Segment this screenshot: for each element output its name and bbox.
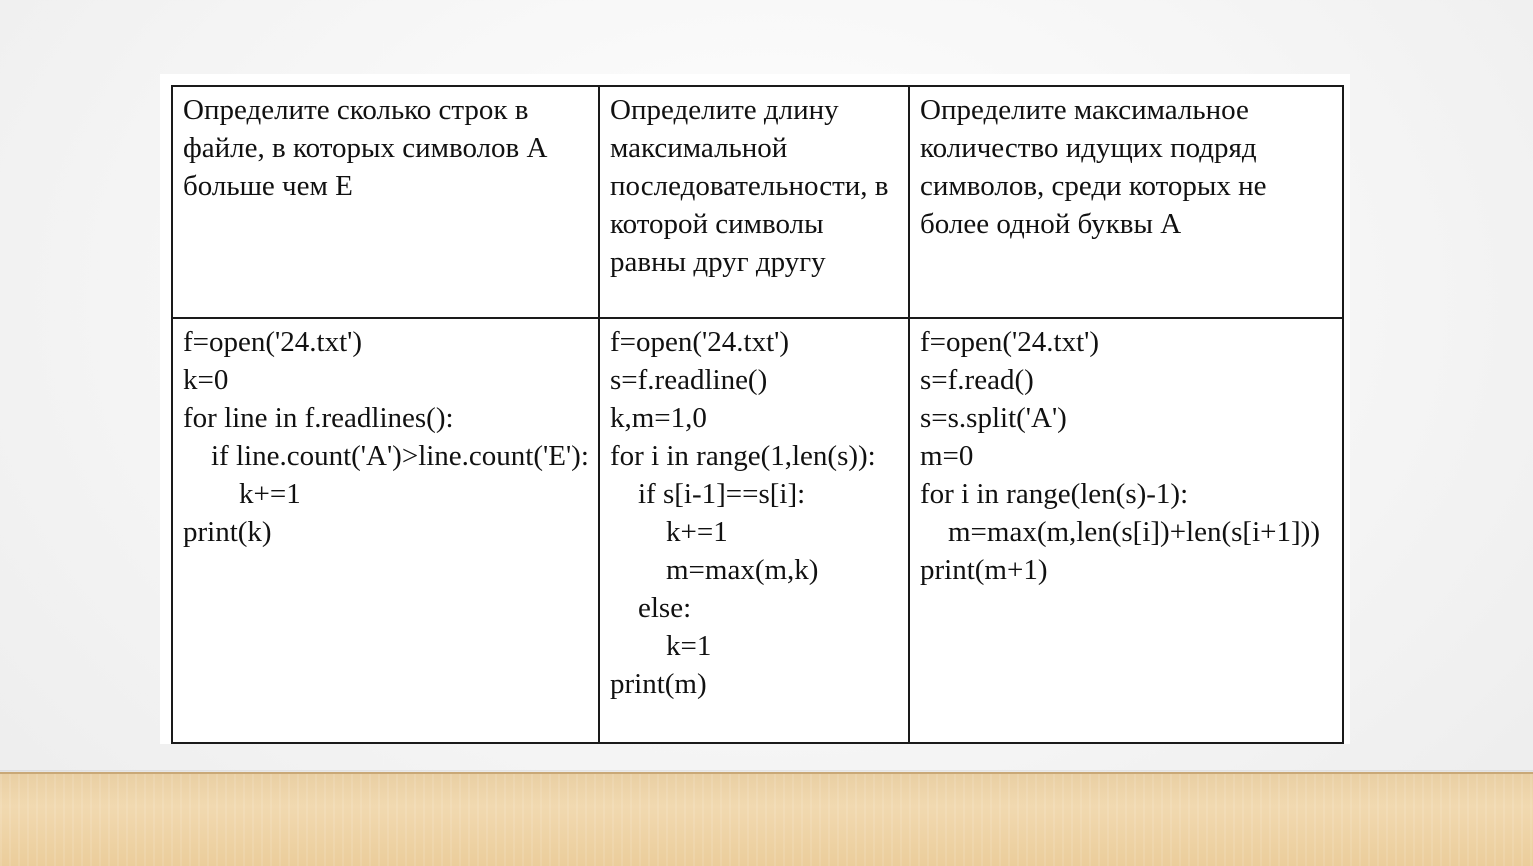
- code-line: s=s.split('A'): [920, 402, 1067, 434]
- task-description-cell-3: [909, 86, 1343, 318]
- code-line: k+=1: [239, 478, 301, 510]
- code-line: for i in range(1,len(s)):: [610, 440, 876, 472]
- code-line: f=open('24.txt'): [183, 326, 363, 358]
- code-line: print(k): [183, 516, 272, 548]
- code-line: for line in f.readlines():: [183, 402, 454, 434]
- code-line: m=max(m,len(s[i])+len(s[i+1])): [948, 516, 1320, 548]
- code-line: f=open('24.txt'): [610, 326, 790, 358]
- code-cell-3: [909, 318, 1343, 743]
- code-line: else:: [638, 592, 692, 624]
- code-line: if line.count('A')>line.count('E'):: [211, 440, 589, 472]
- code-line: k+=1: [666, 516, 728, 548]
- code-cell-2: [599, 318, 909, 743]
- code-cell-1: [172, 318, 599, 743]
- task-description-row: [172, 86, 1343, 318]
- code-line: print(m+1): [920, 554, 1048, 586]
- code-line: f=open('24.txt'): [920, 326, 1100, 358]
- code-line: k,m=1,0: [610, 402, 707, 434]
- code-row: [172, 318, 1343, 743]
- code-line: s=f.read(): [920, 364, 1034, 396]
- code-line: s=f.readline(): [610, 364, 768, 396]
- task-description: Определите максимальное количество идущих подряд символов, среди которых не более одной буквы А: [920, 94, 1267, 240]
- wooden-floor-background: [0, 772, 1533, 866]
- task-description: Определите сколько строк в файле, в которых символов А больше чем Е: [183, 94, 548, 202]
- task-description-cell-1: [172, 86, 599, 318]
- task-description: Определите длину максимальной последовательности, в которой символы равны друг другу: [610, 94, 889, 278]
- code-line: m=max(m,k): [666, 554, 819, 586]
- table-image: [160, 74, 1350, 744]
- code-line: k=1: [666, 630, 712, 662]
- code-line: if s[i-1]==s[i]:: [638, 478, 806, 510]
- code-line: print(m): [610, 668, 707, 700]
- task-description-cell-2: [599, 86, 909, 318]
- tasks-table: [171, 85, 1344, 744]
- code-line: for i in range(len(s)-1):: [920, 478, 1189, 510]
- code-line: m=0: [920, 440, 974, 472]
- code-line: k=0: [183, 364, 229, 396]
